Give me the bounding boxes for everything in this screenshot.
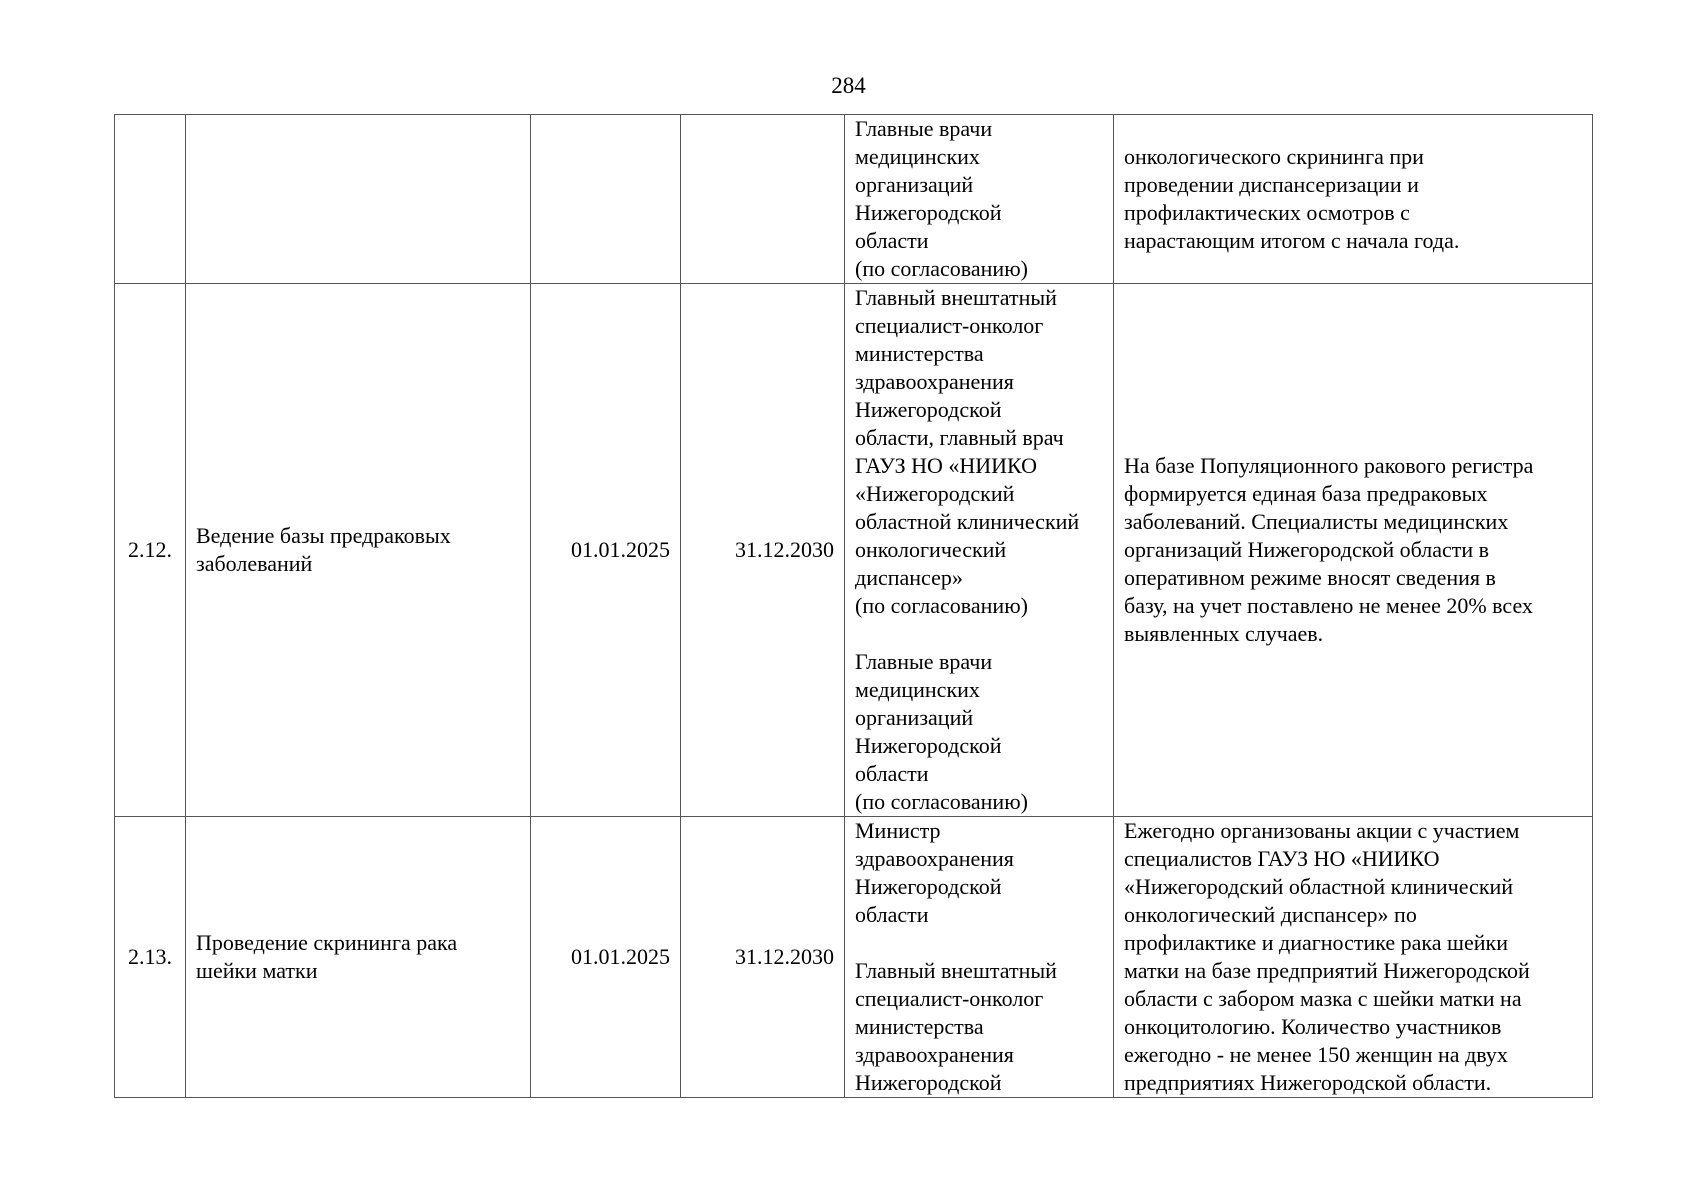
executor-line: (по согласованию) — [855, 593, 1028, 618]
end-date: 31.12.2030 — [681, 284, 845, 817]
title-line: Ведение базы предраковых — [196, 523, 451, 548]
executor-line: области — [855, 902, 929, 927]
result-line: профилактике и диагностике рака шейки — [1124, 930, 1508, 955]
result-cell — [1114, 284, 1593, 817]
result-line: организаций Нижегородской области в — [1124, 537, 1490, 562]
title-line: шейки матки — [196, 958, 318, 983]
executor-line: Нижегородской — [855, 1070, 1002, 1095]
executor-line: области — [855, 761, 929, 786]
executor-line: (по согласованию) — [855, 256, 1028, 281]
executor-line: министерства — [855, 1014, 984, 1039]
executor-line: области, главный врач — [855, 425, 1064, 450]
result-line: профилактических осмотров с — [1124, 200, 1410, 225]
result-line: области с забором мазка с шейки матки на — [1124, 986, 1522, 1011]
executor-line: Министр — [855, 818, 941, 843]
executor-line: «Нижегородский — [855, 481, 1015, 506]
executor-line: онкологический — [855, 537, 1007, 562]
row-title — [186, 284, 531, 817]
result-line: проведении диспансеризации и — [1124, 172, 1419, 197]
executor-line: здравоохранения — [855, 1042, 1014, 1067]
result-line: Ежегодно организованы акции с участием — [1124, 818, 1520, 843]
executor-line: медицинских — [855, 144, 980, 169]
executor-line: министерства — [855, 341, 984, 366]
row-number — [115, 115, 186, 284]
executor-line: Главные врачи — [855, 649, 993, 674]
executor-line: Нижегородской — [855, 397, 1002, 422]
executors-cell — [845, 817, 1114, 1098]
executor-line: Нижегородской — [855, 874, 1002, 899]
result-line: базу, на учет поставлено не менее 20% всех — [1124, 593, 1533, 618]
start-date: 01.01.2025 — [531, 817, 681, 1098]
start-date — [531, 115, 681, 284]
executor-gap — [855, 620, 1103, 648]
result-line: ежегодно - не менее 150 женщин на двух — [1124, 1042, 1508, 1067]
row-number: 2.13. — [115, 817, 186, 1098]
result-line: онкологического скрининга при — [1124, 144, 1424, 169]
result-line: нарастающим итогом с начала года. — [1124, 228, 1460, 253]
result-line: оперативном режиме вносят сведения в — [1124, 565, 1496, 590]
table-row — [115, 817, 1593, 1098]
end-date: 31.12.2030 — [681, 817, 845, 1098]
result-line: На базе Популяционного ракового регистра — [1124, 453, 1534, 478]
start-date: 01.01.2025 — [531, 284, 681, 817]
executor-line: специалист-онколог — [855, 313, 1044, 338]
executors-cell — [845, 115, 1114, 284]
row-number: 2.12. — [115, 284, 186, 817]
result-cell — [1114, 115, 1593, 284]
result-cell — [1114, 817, 1593, 1098]
end-date — [681, 115, 845, 284]
executor-line: ГАУЗ НО «НИИКО — [855, 453, 1038, 478]
executor-line: медицинских — [855, 677, 980, 702]
executor-line: здравоохранения — [855, 846, 1014, 871]
result-line: онкологический диспансер» по — [1124, 902, 1417, 927]
page-number: 284 — [831, 73, 866, 98]
table-row — [115, 284, 1593, 817]
result-line: выявленных случаев. — [1124, 621, 1324, 646]
executor-line: Главный внештатный — [855, 958, 1057, 983]
result-line: «Нижегородский областной клинический — [1124, 874, 1514, 899]
executors-cell — [845, 284, 1114, 817]
action-plan-table — [114, 114, 1593, 1098]
executor-line: организаций — [855, 705, 974, 730]
title-line: заболеваний — [196, 551, 313, 576]
result-line: формируется единая база предраковых — [1124, 481, 1488, 506]
result-line: онкоцитологию. Количество участников — [1124, 1014, 1502, 1039]
executor-line: области — [855, 228, 929, 253]
executor-line: организаций — [855, 172, 974, 197]
executor-line: Главные врачи — [855, 116, 993, 141]
executor-line: Нижегородской — [855, 733, 1002, 758]
executor-line: (по согласованию) — [855, 789, 1028, 814]
executor-line: здравоохранения — [855, 369, 1014, 394]
result-line: специалистов ГАУЗ НО «НИИКО — [1124, 846, 1440, 871]
executor-line: диспансер» — [855, 565, 963, 590]
executor-line: Главный внештатный — [855, 285, 1057, 310]
row-title — [186, 817, 531, 1098]
table-row — [115, 115, 1593, 284]
executor-line: Нижегородской — [855, 200, 1002, 225]
executor-line: специалист-онколог — [855, 986, 1044, 1011]
result-line: заболеваний. Специалисты медицинских — [1124, 509, 1509, 534]
result-line: предприятиях Нижегородской области. — [1124, 1070, 1492, 1095]
title-line: Проведение скрининга рака — [196, 930, 458, 955]
executor-gap — [855, 929, 1103, 957]
result-line: матки на базе предприятий Нижегородской — [1124, 958, 1530, 983]
row-title — [186, 115, 531, 284]
executor-line: областной клинический — [855, 509, 1080, 534]
